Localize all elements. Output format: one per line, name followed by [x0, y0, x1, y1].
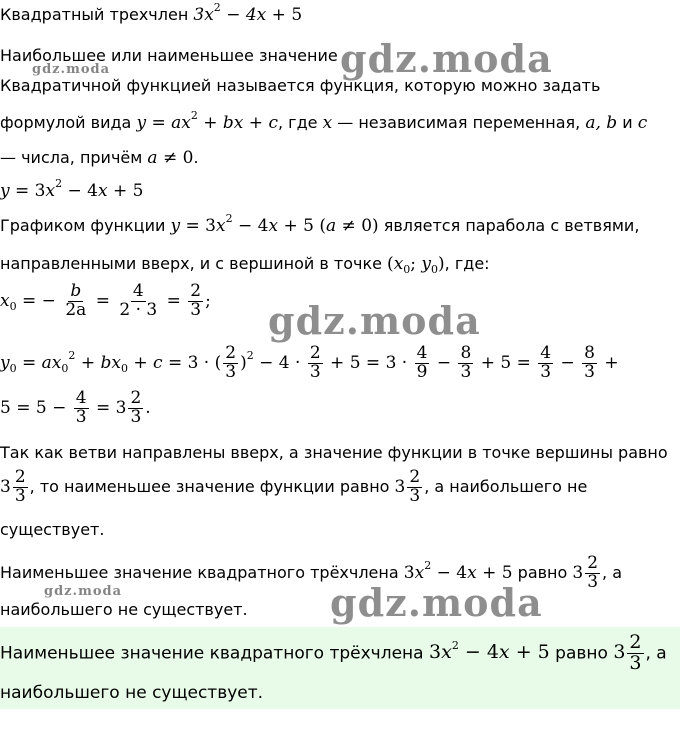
answer-text-1b: равно — [555, 643, 608, 664]
intro-line-3: — числа, причём a ≠ 0. — [0, 148, 199, 168]
graph-text-1b: является парабола с ветвями, — [383, 216, 640, 235]
conclusion-line-2 — [0, 600, 248, 619]
answer-formula: $3x^2 - 4x + 5$ — [429, 639, 550, 664]
a-not-zero: a ≠ 0 — [147, 148, 194, 168]
watermark-small-2: gdz.moda — [44, 584, 123, 599]
branches-text-3: существует. — [0, 520, 105, 539]
title-line — [0, 1, 303, 25]
branches-text-2b: , а наибольшего не — [424, 476, 588, 496]
min-value-2: 3 $\frac{2}{3}$ — [394, 467, 421, 506]
branches-line-1 — [0, 443, 668, 462]
graph-line-1 — [0, 212, 640, 236]
function-line — [0, 177, 144, 201]
vertex-point: ($x_0$; $y_0$) — [387, 254, 445, 276]
answer-value: 3 $\frac{2}{3}$ — [613, 631, 642, 674]
min-value-1: 3 $\frac{2}{3}$ — [0, 467, 26, 506]
y0-formula: $y_0 = ax_0^2 + bx_0 + c = 3$ · ( $\frac{2}{3}$ )$^2$ − 4 · $\frac{2}{3}$ + 5 = 3 · $\frac{4}{9}$ − $\frac{8}{3}$ + 5 = $\frac{4}{3}$ − $\frac{8}{3}$ + — [0, 343, 619, 382]
answer-text-1c: , а — [645, 643, 667, 664]
watermark-2: gdz.moda — [268, 298, 481, 343]
branches-text-2a: , то наименьшее значение функции равно — [29, 476, 390, 496]
answer-text-2: наибольшего не существует. — [0, 683, 264, 703]
intro-text-2d: и — [622, 113, 633, 132]
intro-text-2a: формулой вида — [0, 113, 132, 132]
y0-formula-cont: 5 = 5 − $\frac{4}{3}$ = 3 $\frac{2}{3}$ . — [0, 388, 151, 427]
intro-line-2 — [0, 109, 648, 133]
answer-text-1a: Наименьшее значение квадратного трёхчлена — [0, 643, 424, 664]
title-formula: $3x^2 - 4x + 5$ — [193, 1, 303, 25]
conclusion-text-2: наибольшего не существует. — [0, 600, 248, 619]
intro-text-1: Квадратичной функцией называется функция, которую можно задать — [0, 76, 601, 95]
conclusion-formula: $3x^2 - 4x + 5$ — [403, 558, 513, 583]
branches-text-1: Так как ветви направлены вверх, а значение функции в точке вершины равно — [0, 443, 668, 462]
branches-line-2 — [0, 469, 587, 506]
graph-formula: $y = 3x^2 - 4x + 5$ (a ≠ 0) — [170, 212, 379, 236]
graph-line-2 — [0, 254, 490, 274]
answer-line-1 — [0, 633, 667, 674]
x0-formula: $x_0$ = − $\frac{b}{2a}$ = $\frac{4}{2 \cdot 3}$ = $\frac{2}{3}$ ; — [0, 281, 211, 320]
graph-text-2b: , где: — [444, 254, 490, 273]
intro-text-3a: — числа, причём — [0, 148, 143, 167]
var-x: x — [322, 113, 333, 133]
general-formula: $y = ax^2$ + bx + c — [136, 109, 278, 133]
function-formula: $y = 3x^2 - 4x + 5$ — [0, 177, 144, 201]
answer-line-2 — [0, 683, 263, 703]
conclusion-text-1b: равно — [517, 562, 568, 582]
conclusion-text-1a: Наименьшее значение квадратного трёхчлена — [0, 562, 399, 582]
var-ab: a, b — [585, 113, 618, 133]
watermark-small-1: gdz.moda — [32, 62, 111, 77]
conclusion-value: 3 $\frac{2}{3}$ — [572, 553, 599, 592]
conclusion-text-1c: , а — [602, 562, 623, 582]
graph-text-1a: Графиком функции — [0, 216, 166, 235]
watermark-1: gdz.moda — [340, 36, 553, 81]
watermark-3: gdz.moda — [330, 580, 543, 625]
branches-line-3 — [0, 520, 104, 539]
graph-text-2a: направленными вверх, и с вершиной в точке — [0, 254, 382, 273]
intro-text-2c: — независимая переменная, — [337, 113, 581, 132]
intro-text-2b: , где — [277, 113, 318, 132]
title-text: Квадратный трехчлен — [0, 5, 189, 24]
subtitle-text: Наибольшее или наименьшее значение — [0, 46, 338, 65]
var-c: c — [637, 113, 648, 133]
